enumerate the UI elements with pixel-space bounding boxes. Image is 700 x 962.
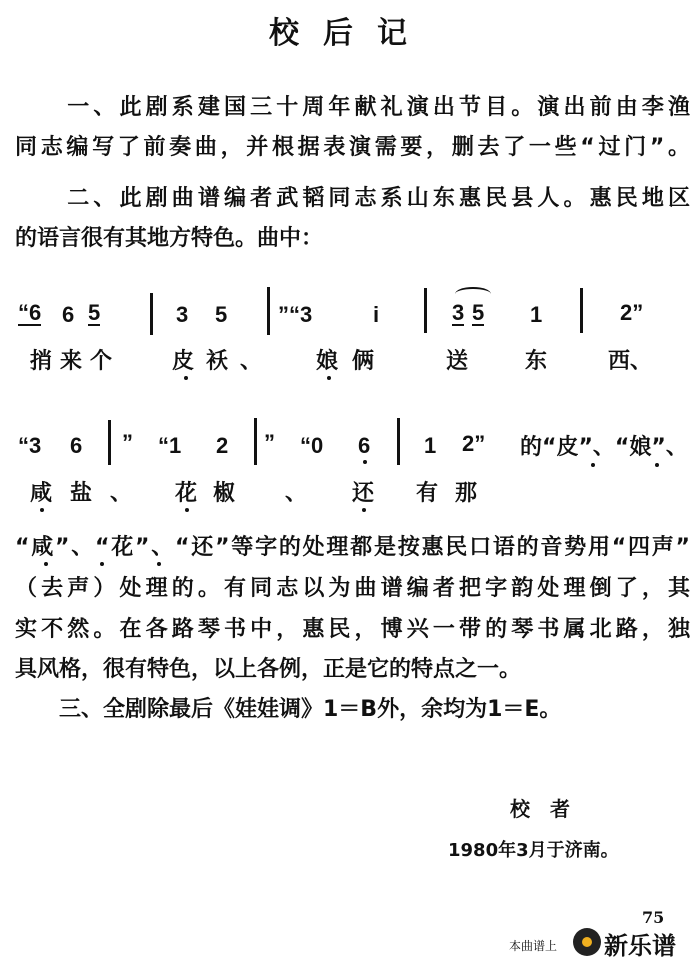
page-number: 75: [642, 908, 665, 927]
lyric: 、: [240, 349, 263, 374]
emphasis-dot: [100, 562, 104, 566]
low-octave-dot: [363, 460, 367, 464]
bar-line: [254, 418, 257, 465]
note: “0: [300, 433, 324, 458]
bar-line: [397, 418, 400, 465]
emphasis-dot: [185, 508, 189, 512]
lyric: 捎: [30, 349, 53, 374]
bar-line: [580, 288, 583, 333]
lyric: 袄: [206, 349, 229, 374]
emphasis-dot: [655, 463, 659, 467]
note: “6: [18, 300, 42, 325]
note: 6: [358, 433, 371, 458]
lyric: 送: [446, 349, 469, 374]
note: 3: [452, 300, 465, 325]
paragraph-line: 二、此剧曲谱编者武韬同志系山东惠民县人。惠民地区: [15, 186, 690, 211]
note: 5: [88, 300, 101, 325]
emphasis-dot: [327, 376, 331, 380]
note: 2”: [462, 431, 486, 456]
vinyl-record-icon: [573, 928, 601, 956]
note: ”“3: [278, 302, 313, 327]
inline-text: 的“皮”、“娘”、: [520, 435, 688, 460]
lyric: 还: [352, 481, 375, 506]
lyric: 皮: [172, 349, 195, 374]
lyric: 、: [285, 481, 308, 506]
slur: [455, 287, 491, 301]
paragraph-line: 的语言很有其地方特色。曲中：: [15, 226, 324, 251]
paragraph-line: 实不然。在各路琴书中，惠民，博兴一带的琴书属北路，独: [15, 617, 690, 642]
note: 5: [215, 302, 228, 327]
lyric: 东: [525, 349, 548, 374]
watermark-brand: 新乐谱: [604, 932, 676, 960]
note: ”: [264, 430, 275, 455]
lyric: 有: [416, 481, 439, 506]
paragraph-line: 具风格，很有特色，以上各例，正是它的特点之一。: [15, 657, 522, 682]
emphasis-dot: [157, 562, 161, 566]
lyric: 椒: [213, 481, 236, 506]
paragraph-line: “咸”、“花”、“还”等字的处理都是按惠民口语的音势用“四声”: [15, 535, 690, 560]
emphasis-dot: [591, 463, 595, 467]
lyric: 个: [90, 349, 113, 374]
signature-author: 校 者: [510, 797, 570, 821]
note: 2”: [620, 300, 644, 325]
lyric: 盐: [70, 481, 93, 506]
paragraph-line: 一、此剧系建国三十周年献礼演出节目。演出前由李渔: [15, 95, 690, 120]
note: 6: [70, 433, 83, 458]
lyric: 来: [60, 349, 83, 374]
note: i: [373, 302, 380, 327]
note: ”: [122, 430, 133, 455]
bar-line: [267, 287, 270, 335]
lyric: 娘: [316, 349, 339, 374]
lyric: 那: [455, 481, 478, 506]
emphasis-dot: [44, 562, 48, 566]
paragraph-line: （去声）处理的。有同志以为曲谱编者把字韵处理倒了，其: [15, 576, 690, 601]
paragraph-line: 三、全剧除最后《娃娃调》1＝B外，余均为1＝E。: [15, 697, 562, 722]
page-title: 校后记: [269, 16, 431, 51]
note: 2: [216, 433, 229, 458]
note: “3: [18, 433, 42, 458]
emphasis-dot: [40, 508, 44, 512]
note: “1: [158, 433, 182, 458]
watermark-source: 本曲谱上: [509, 939, 558, 953]
bar-line: [424, 288, 427, 333]
emphasis-dot: [362, 508, 366, 512]
lyric: 西、: [608, 349, 653, 374]
note: 1: [530, 302, 543, 327]
bar-line: [108, 420, 111, 465]
lyric: 咸: [30, 481, 53, 506]
lyric: 、: [110, 481, 133, 506]
emphasis-dot: [184, 376, 188, 380]
note: 3: [176, 302, 189, 327]
note: 6: [62, 302, 75, 327]
note: 1: [424, 433, 437, 458]
lyric: 花: [175, 481, 198, 506]
lyric: 俩: [352, 349, 375, 374]
bar-line: [150, 293, 153, 335]
signature-date: 1980年3月于济南。: [448, 840, 619, 861]
note: 5: [472, 300, 485, 325]
paragraph-line: 同志编写了前奏曲，并根据表演需要，删去了一些“过门”。: [15, 135, 690, 160]
